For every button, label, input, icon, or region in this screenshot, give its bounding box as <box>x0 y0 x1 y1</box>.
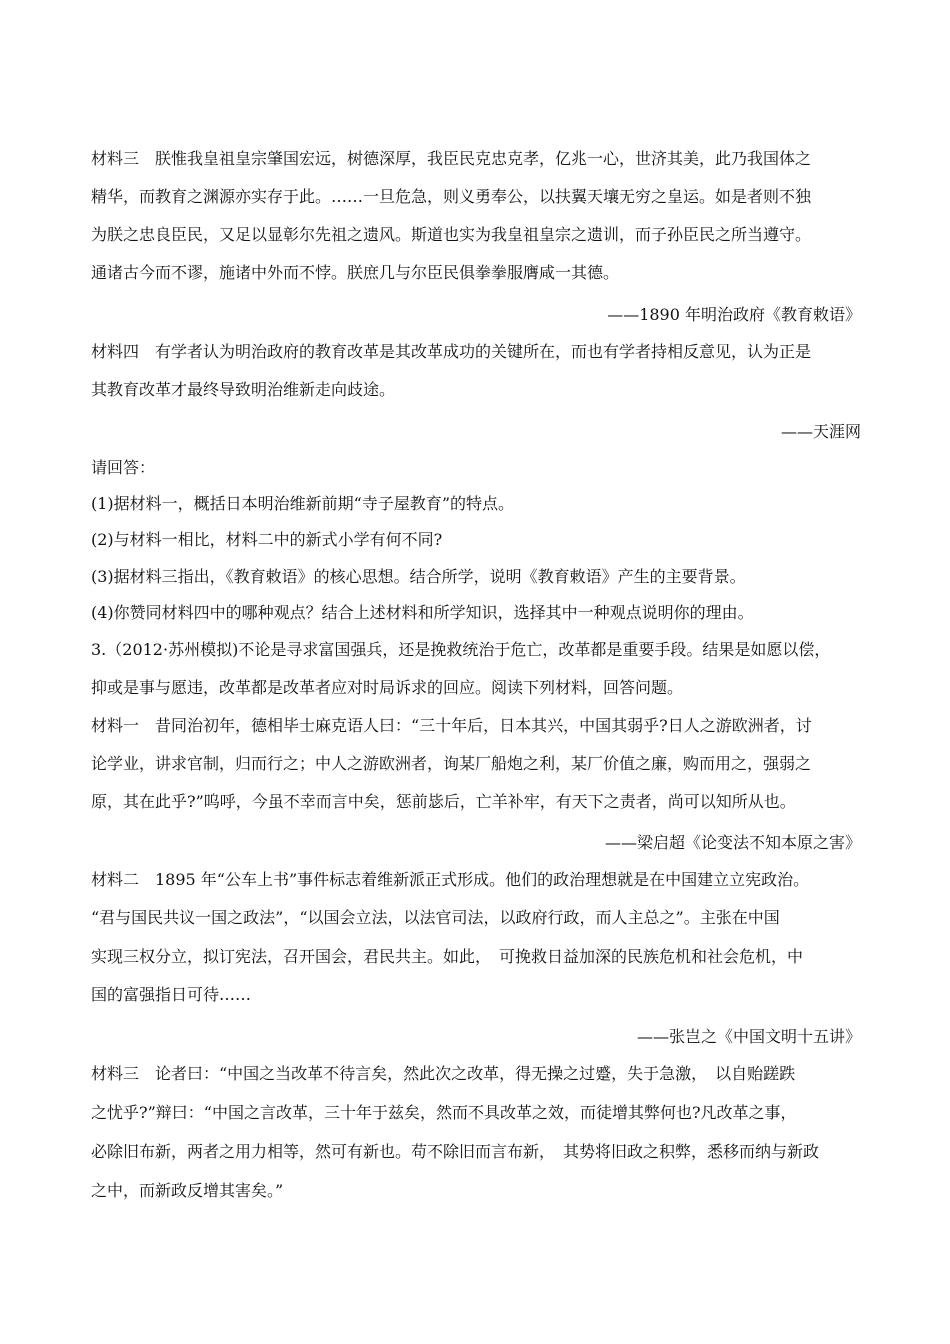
text-line: 材料四 有学者认为明治政府的教育改革是其改革成功的关键所在，而也有学者持相反意见，认为正是 <box>91 342 812 361</box>
text-line: 必除旧布新，两者之用力相等，然可有新也。苟不除旧而言布新， 其势将旧政之积弊，悉移而纳与新政 <box>91 1142 820 1161</box>
text-line: 抑或是事与愿违，改革都是改革者应对时局诉求的回应。阅读下列材料，回答问题。 <box>91 678 684 697</box>
text-line: 通诸古今而不谬，施诸中外而不悖。朕庶几与尔臣民俱拳拳服膺咸一其德。 <box>91 263 620 282</box>
text-line: 材料一 昔同治初年，德相毕士麻克语人曰：“三十年后，日本其兴，中国其弱乎?日人之游欧洲者，讨 <box>91 716 812 735</box>
text-line: 其教育改革才最终导致明治维新走向歧途。 <box>91 380 396 399</box>
question-item: (3)据材料三指出，《教育敕语》的核心思想。结合所学，说明《教育敕语》产生的主要背景。 <box>91 567 746 586</box>
question-item: (1)据材料一，概括日本明治维新前期“寺子屋教育”的特点。 <box>91 494 515 513</box>
text-line: 为朕之忠良臣民，又足以显彰尔先祖之遗风。斯道也实为我皇祖皇宗之遗训，而子孙臣民之所当遵守。 <box>91 225 812 244</box>
source-citation: ——天涯网 <box>780 422 861 441</box>
text-line: 材料二 1895 年“公车上书”事件标志着维新派正式形成。他们的政治理想就是在中国建立立宪政治。 <box>91 870 810 889</box>
source-citation: ——张岂之《中国文明十五讲》 <box>636 1027 861 1046</box>
text-line: 之忧乎?”辩曰：“中国之言改革，三十年于兹矣，然而不具改革之效，而徒增其弊何也?凡改革之事， <box>91 1103 797 1122</box>
text-line: 3.（2012·苏州模拟)不论是寻求富国强兵，还是挽救统治于危亡，改革都是重要手段。结果是如愿以偿， <box>91 640 831 659</box>
source-citation: ——梁启超《论变法不知本原之害》 <box>604 833 861 852</box>
source-citation: ——1890 年明治政府《教育敕语》 <box>607 305 861 324</box>
question-item: (4)你赞同材料四中的哪种观点？结合上述材料和所学知识，选择其中一种观点说明你的理由。 <box>91 603 754 622</box>
text-line: 原，其在此乎?”呜呼，今虽不幸而言中矣，惩前毖后，亡羊补牢，有天下之责者，尚可以知所从也。 <box>91 792 796 811</box>
text-line: 实现三权分立，拟订宪法，召开国会，君民共主。如此， 可挽救日益加深的民族危机和社会危机，中 <box>91 947 804 966</box>
text-line: 材料三 朕惟我皇祖皇宗肇国宏远，树德深厚，我臣民克忠克孝，亿兆一心，世济其美，此乃我国体之 <box>91 149 812 168</box>
text-line: 论学业，讲求官制，归而行之；中人之游欧洲者，询某厂船炮之利，某厂价值之廉，购而用之，强弱之 <box>91 754 812 773</box>
text-line: “君与国民共议一国之政法”，“以国会立法，以法官司法，以政府行政，而人主总之”。主张在中国 <box>91 908 780 927</box>
text-line: 材料三 论者曰：“中国之当改革不待言矣，然此次之改革，得无操之过蹙，失于急激， 以自贻蹉跌 <box>91 1064 796 1083</box>
question-item: (2)与材料一相比，材料二中的新式小学有何不同? <box>91 530 443 549</box>
text-line: 国的富强指日可待…… <box>91 985 252 1004</box>
text-line: 精华，而教育之渊源亦实存于此。……一旦危急，则义勇奉公，以扶翼天壤无穷之皇运。如是者则不独 <box>91 187 812 206</box>
questions-heading: 请回答： <box>91 458 156 477</box>
text-line: 之中，而新政反增其害矣。” <box>91 1181 284 1200</box>
